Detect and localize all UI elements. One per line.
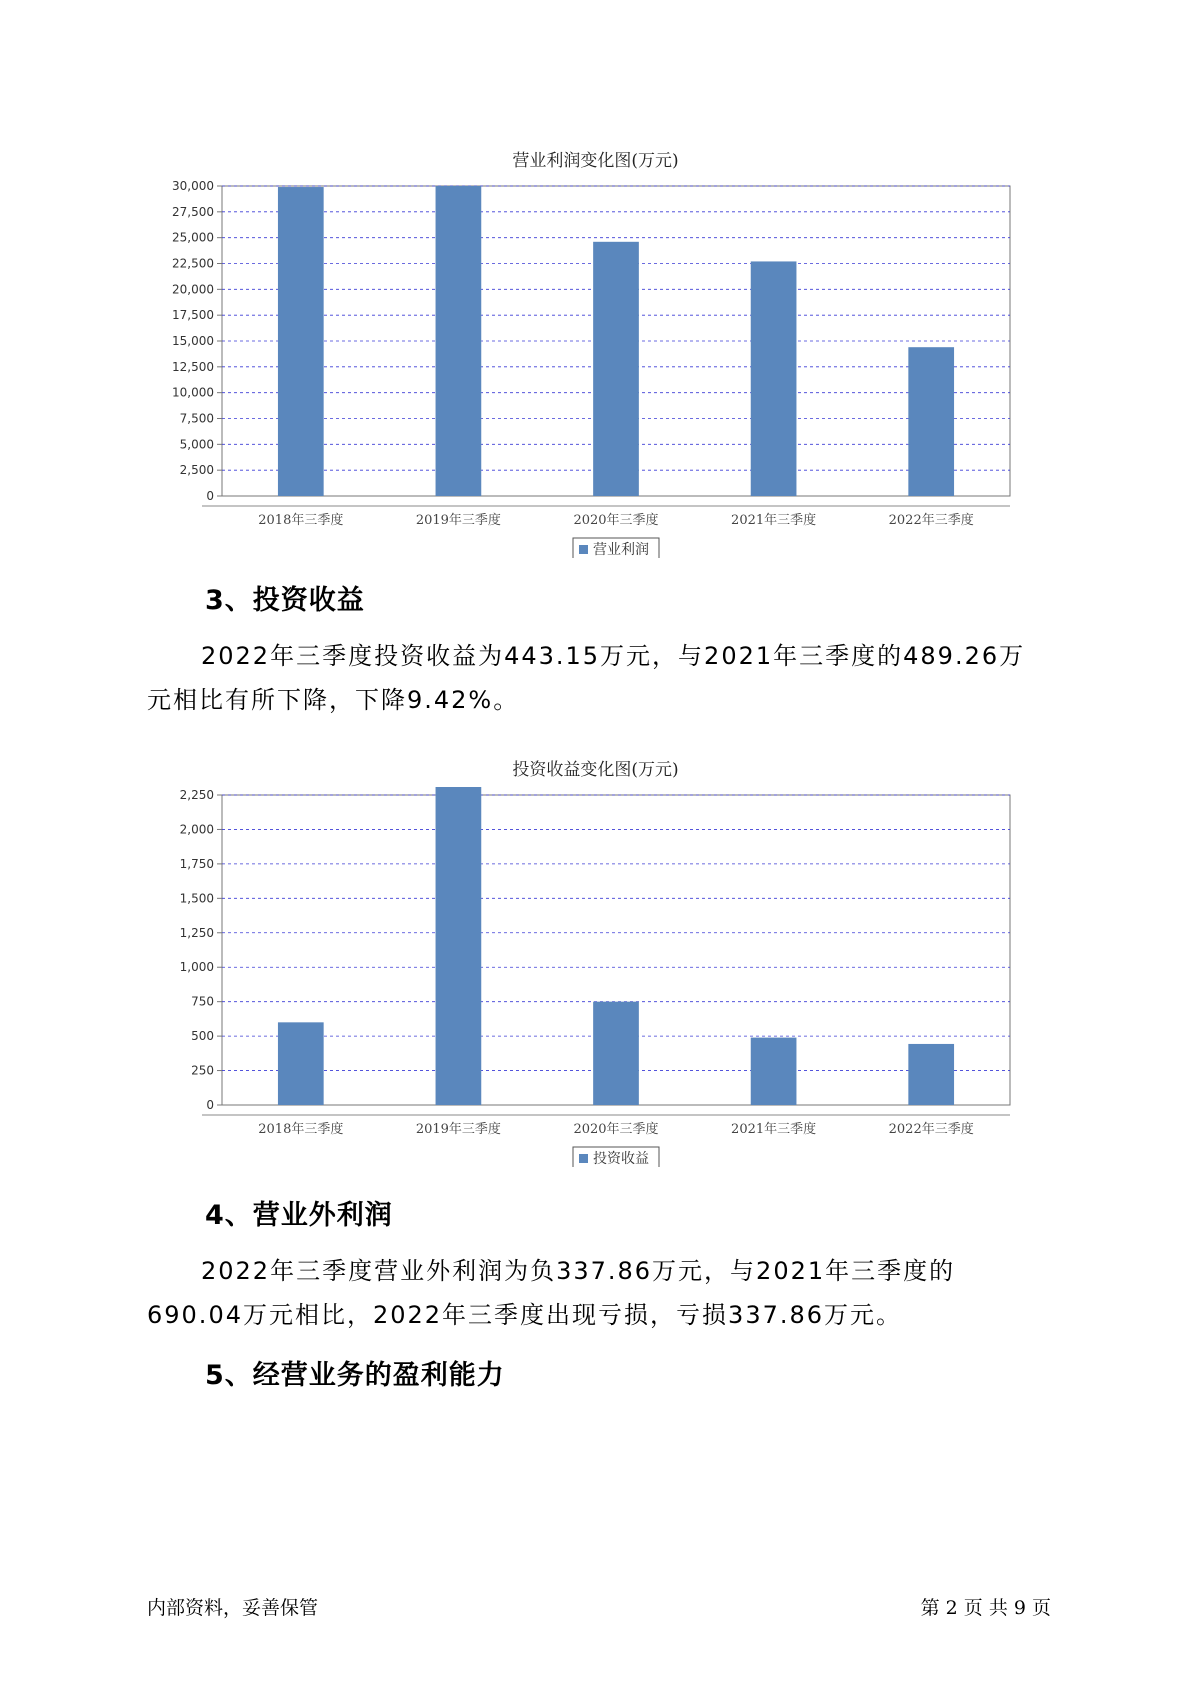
y-tick-label: 2,250 [179,788,214,802]
x-tick-label: 2022年三季度 [888,1122,974,1137]
legend-label: 营业利润 [593,542,649,558]
x-tick-label: 2021年三季度 [731,513,817,528]
y-tick-label: 1,250 [179,925,214,940]
y-tick-label: 25,000 [172,230,214,245]
y-tick-label: 2,500 [179,463,214,478]
y-tick-label: 7,500 [179,411,214,426]
legend-swatch [579,1154,588,1163]
legend-swatch [579,545,588,554]
y-tick-label: 10,000 [172,385,214,400]
footer-confidential-note: 内部资料，妥善保管 [147,1597,319,1619]
y-tick-label: 250 [191,1063,214,1078]
y-tick-label: 5,000 [179,437,214,452]
y-tick-label: 1,500 [179,891,214,906]
chart2-title: 投资收益变化图(万元) [512,760,679,780]
y-tick-label: 2,000 [179,822,214,837]
y-tick-label: 12,500 [172,359,214,374]
bar [278,187,324,496]
section-3-heading: 3、投资收益 [205,585,365,616]
bar [278,1022,324,1105]
bar [751,1038,797,1105]
x-tick-label: 2022年三季度 [888,513,974,528]
bar [908,347,954,496]
footer-page-number: 第 2 页 共 9 页 [920,1597,1051,1619]
y-tick-label: 17,500 [172,308,214,323]
y-tick-label: 0 [206,489,214,503]
y-tick-label: 30,000 [172,179,214,193]
y-tick-label: 27,500 [172,204,214,219]
x-tick-label: 2019年三季度 [415,513,501,528]
x-tick-label: 2020年三季度 [573,1122,659,1137]
section-3-text: 2022年三季度投资收益为443.15万元，与2021年三季度的489.26万元相比有所下降，下降9.42%。 [147,642,1026,714]
section-4-heading: 4、营业外利润 [205,1200,393,1231]
y-tick-label: 1,000 [179,960,214,975]
y-tick-label: 15,000 [172,334,214,348]
operating-profit-chart [150,178,1030,558]
x-tick-label: 2021年三季度 [731,1122,817,1137]
x-tick-label: 2018年三季度 [258,513,344,528]
y-tick-label: 750 [191,994,214,1009]
y-tick-label: 1,750 [179,856,214,871]
y-tick-label: 500 [191,1029,214,1044]
legend-label: 投资收益 [593,1151,649,1167]
y-tick-label: 22,500 [172,256,214,271]
section-4-text: 2022年三季度营业外利润为负337.86万元，与2021年三季度的690.04万元相比，2022年三季度出现亏损，亏损337.86万元。 [147,1257,956,1329]
bar [593,242,639,496]
y-tick-label: 0 [206,1098,214,1112]
y-tick-label: 20,000 [172,282,214,297]
x-tick-label: 2018年三季度 [258,1122,344,1137]
x-tick-label: 2020年三季度 [573,513,659,528]
section-5-heading: 5、经营业务的盈利能力 [205,1360,505,1391]
bar [436,186,482,496]
bar [751,261,797,496]
chart1-title: 营业利润变化图(万元) [512,151,679,171]
x-tick-label: 2019年三季度 [415,1122,501,1137]
bar [593,1002,639,1105]
bar [908,1044,954,1105]
bar [436,787,482,1105]
investment-income-chart [150,787,1030,1167]
